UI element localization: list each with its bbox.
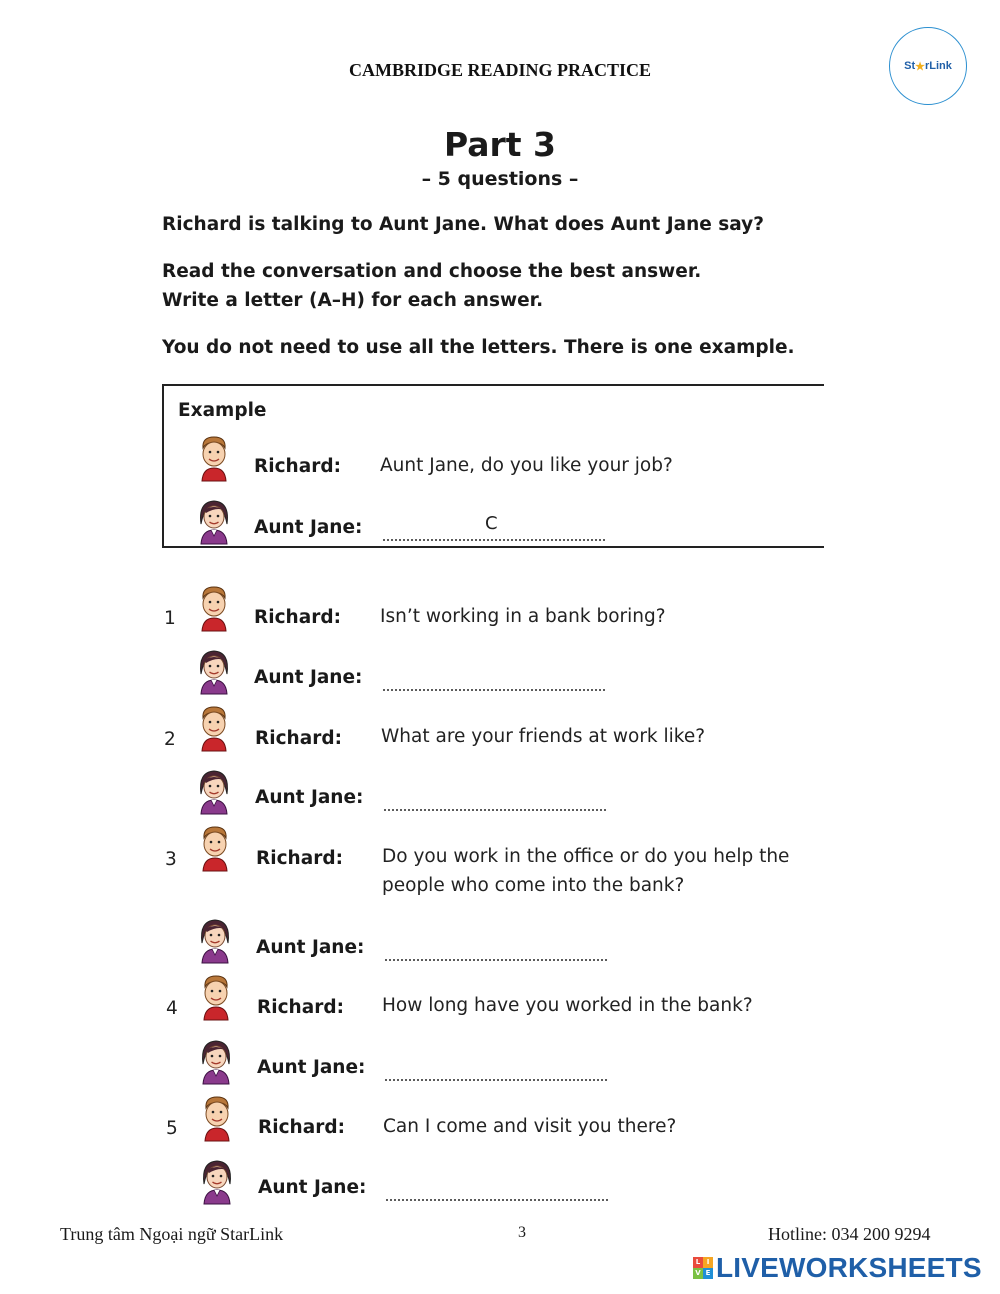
q3-answer-field[interactable] [384,958,609,962]
example-richard-line: Aunt Jane, do you like your job? [380,455,673,476]
richard-avatar-icon [194,704,234,754]
logo-text-b: rLink [924,60,952,72]
aunt-jane-avatar-icon [194,496,234,546]
example-answer: C [485,513,498,534]
q5-answer-field[interactable] [385,1198,610,1202]
starlink-logo [889,27,967,105]
lw-icon-letter: E [703,1268,713,1279]
richard-avatar-icon [197,1094,237,1144]
footer-center-name: Trung tâm Ngoại ngữ StarLink [60,1224,284,1244]
lw-icon-letter: L [693,1257,703,1268]
question-number-4: 4 [166,998,178,1019]
example-jane-speaker: Aunt Jane: [254,517,363,538]
aunt-jane-avatar-icon [194,646,234,696]
q3-richard-speaker: Richard: [256,848,343,869]
q1-richard-speaker: Richard: [254,607,341,628]
aunt-jane-avatar-icon [194,766,234,816]
q3-jane-speaker: Aunt Jane: [256,937,365,958]
richard-avatar-icon [196,973,236,1023]
q5-richard-line: Can I come and visit you there? [383,1116,677,1137]
example-answer-line [382,538,607,542]
logo-text-a: St [904,60,916,72]
example-richard-speaker: Richard: [254,456,341,477]
q2-answer-field[interactable] [383,808,608,812]
footer-hotline: Hotline: 034 200 9294 [768,1224,931,1244]
example-label: Example [178,400,267,421]
page-number: 3 [518,1224,526,1241]
logo-star-icon: ★ [915,60,925,73]
question-number-5: 5 [166,1118,178,1139]
part-title: Part 3 [443,125,557,164]
aunt-jane-avatar-icon [197,1156,237,1206]
q3-richard-line: Do you work in the office or do you help the people who come into the bank? [382,846,790,896]
instruction-intro: Richard is talking to Aunt Jane. What does Aunt Jane say? [162,214,764,235]
instruction-read: Read the conversation and choose the best answer. [162,261,702,282]
page-header-title: CAMBRIDGE READING PRACTICE [348,60,652,80]
instruction-write: Write a letter (A–H) for each answer. [162,290,544,311]
q4-jane-speaker: Aunt Jane: [257,1057,366,1078]
q2-richard-speaker: Richard: [255,728,342,749]
question-number-2: 2 [164,729,176,750]
q1-answer-field[interactable] [382,688,607,692]
lw-icon-letter: V [693,1268,703,1279]
richard-avatar-icon [194,434,234,484]
q5-jane-speaker: Aunt Jane: [258,1177,367,1198]
q5-richard-speaker: Richard: [258,1117,345,1138]
richard-avatar-icon [195,824,235,874]
liveworksheets-text: LIVEWORKSHEETS [716,1252,982,1283]
q1-richard-line: Isn’t working in a bank boring? [380,606,666,627]
question-number-1: 1 [164,608,176,629]
q1-jane-speaker: Aunt Jane: [254,667,363,688]
part-subtitle: – 5 questions – [421,168,579,190]
aunt-jane-avatar-icon [195,915,235,965]
question-number-3: 3 [165,849,177,870]
instruction-letters: You do not need to use all the letters. There is one example. [162,337,795,358]
q4-answer-field[interactable] [384,1078,609,1082]
richard-avatar-icon [194,584,234,634]
q4-richard-speaker: Richard: [257,997,344,1018]
q2-jane-speaker: Aunt Jane: [255,787,364,808]
q2-richard-line: What are your friends at work like? [381,726,706,747]
q4-richard-line: How long have you worked in the bank? [382,995,753,1016]
liveworksheets-brand[interactable] [693,1253,982,1283]
liveworksheets-logo-icon [693,1257,713,1279]
lw-icon-letter: I [703,1257,713,1268]
aunt-jane-avatar-icon [196,1036,236,1086]
